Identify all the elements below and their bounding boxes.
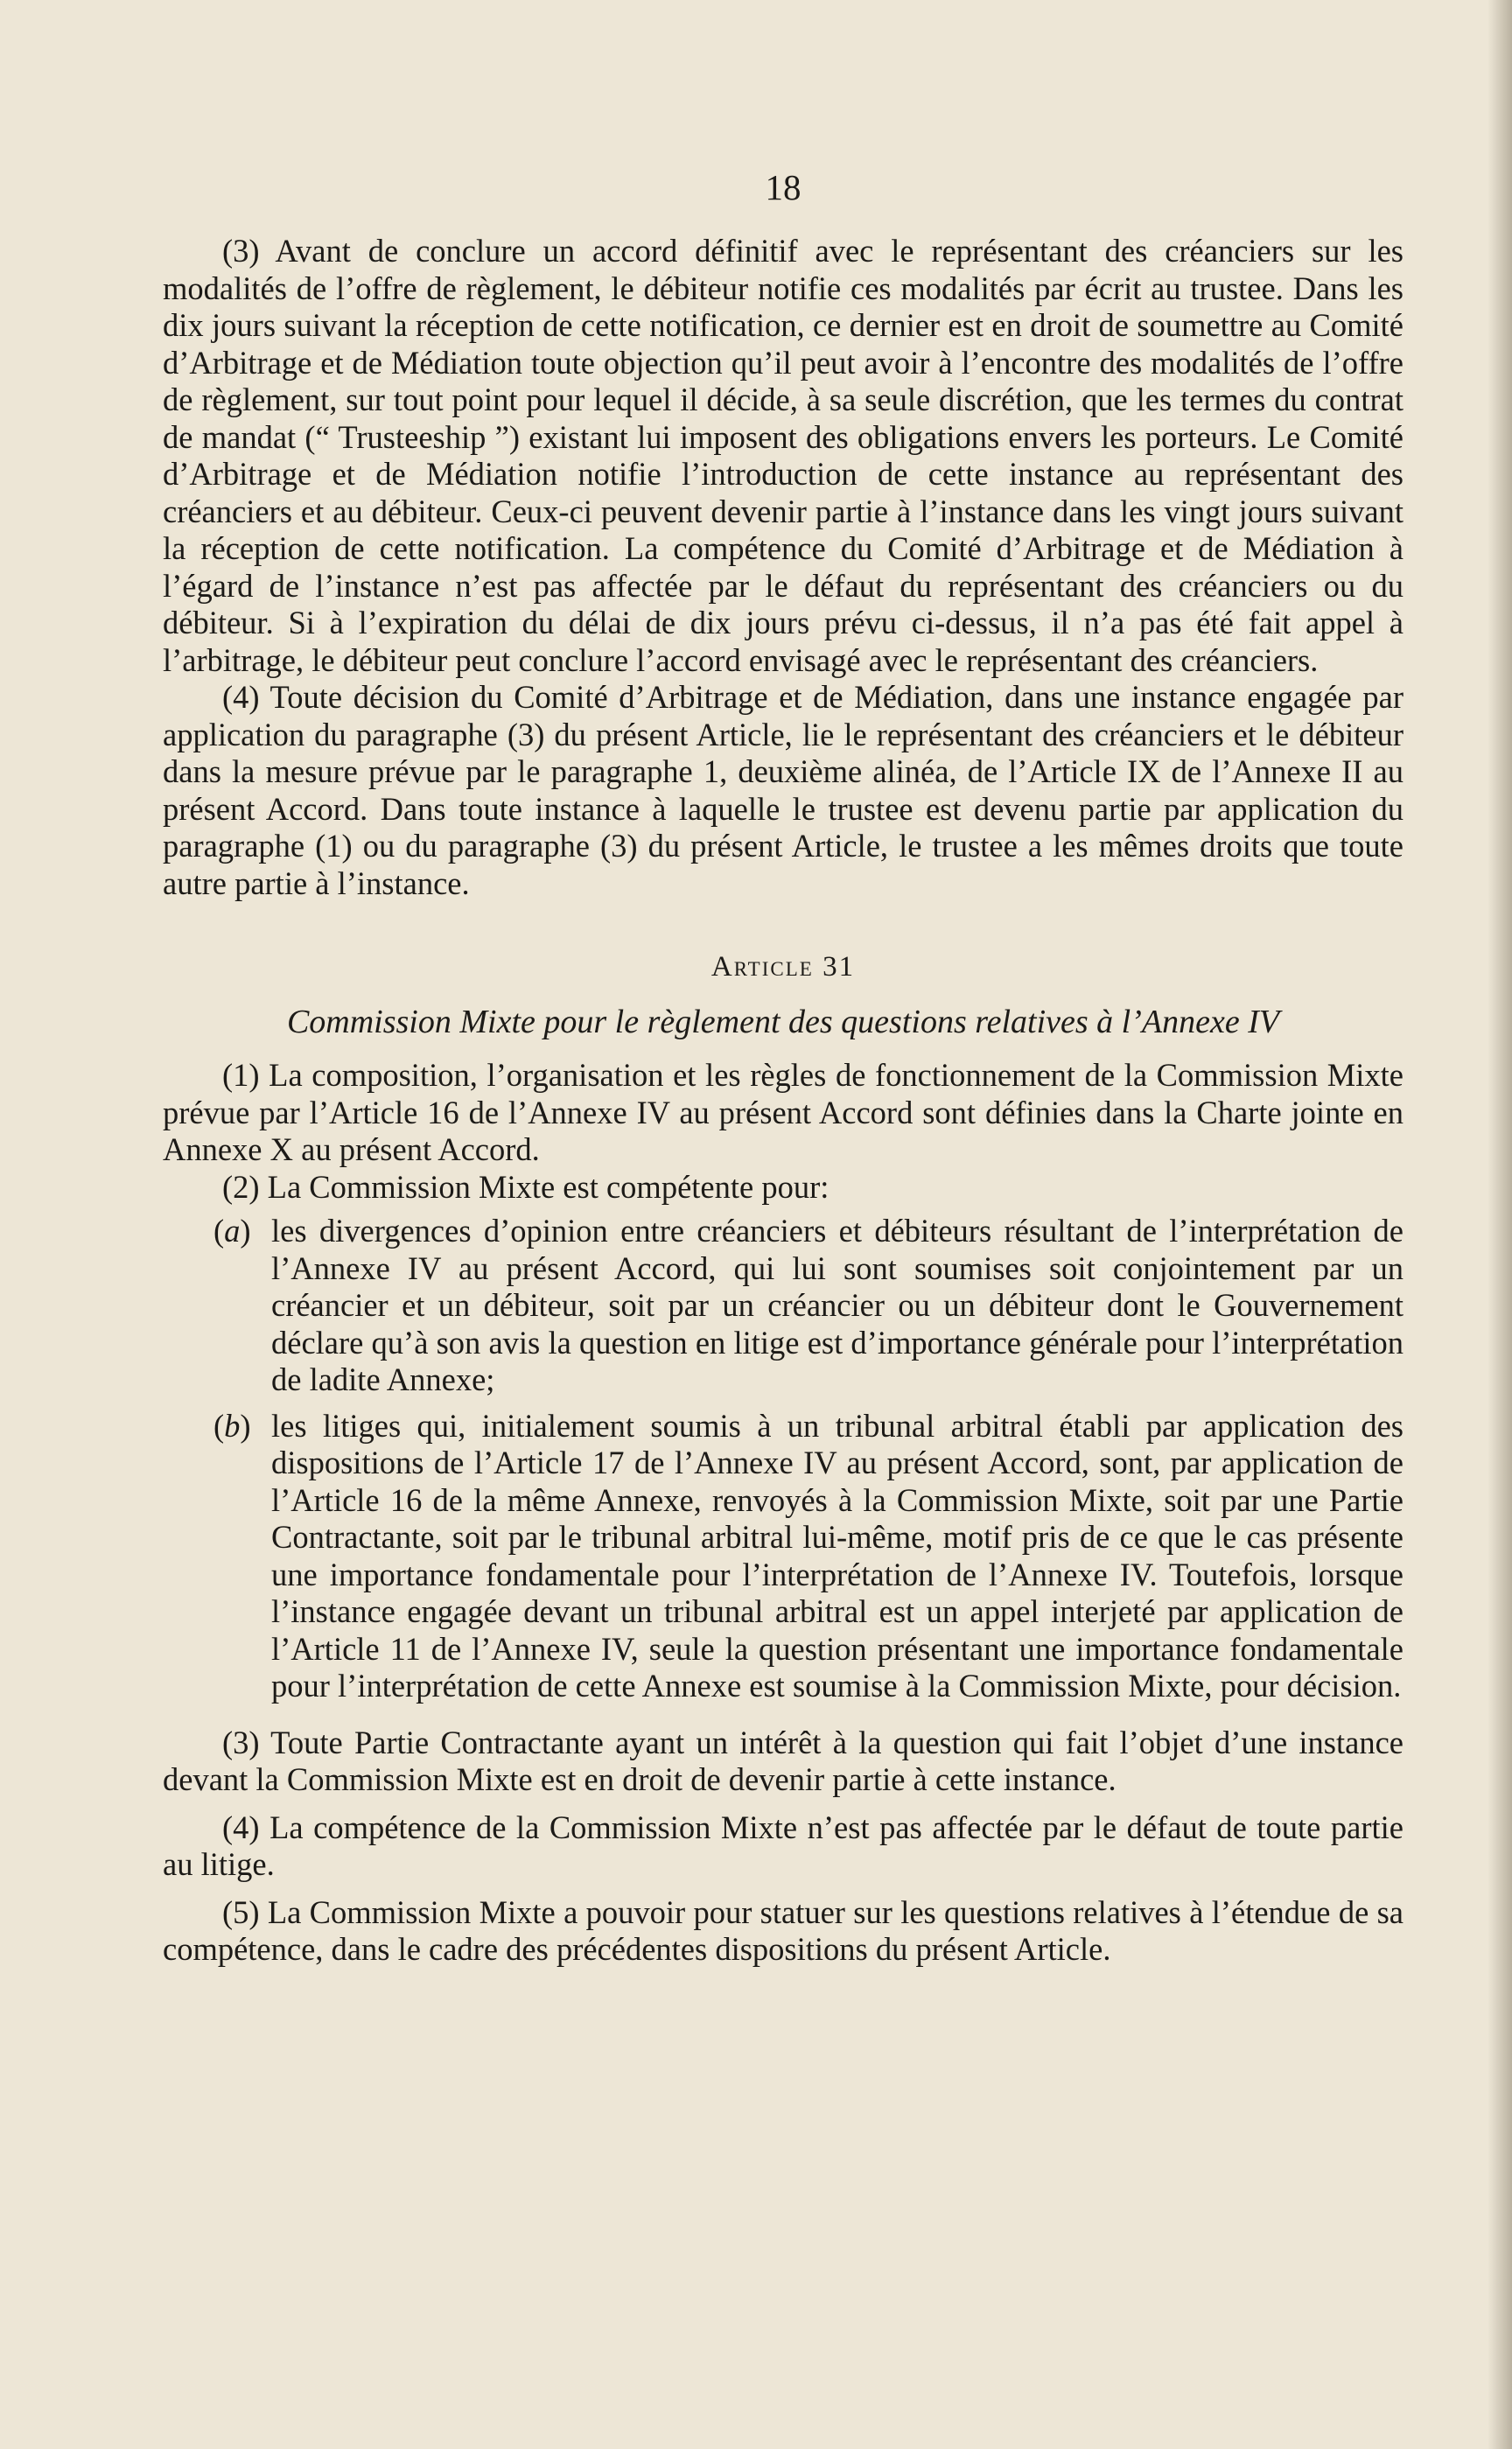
list-marker: (b) <box>214 1407 251 1444</box>
list-item-text: les litiges qui, initialement soumis à un tribunal arbitral établi par application des dispositions de l’Article 17 de l’Annexe IV au présent Accord, sont, par application de l’Article 16 de la même Annexe, renvoyés à la Commission Mixte, soit par une Partie Contractante, soit par le tribunal arbitral lui-même, motif pris de ce que le cas présente une importance fondamentale pour l’interprétation de l’Annexe IV. Toutefois, lorsque l’instance engagée devant un tribunal arbitral est un appel interjeté par application de l’Article 11 de l’Annexe IV, seule la question présentant une importance fondamentale pour l’interprétation de cette Annexe est soumise à la Commission Mixte, pour décision. <box>271 1407 1404 1704</box>
list-item-text: les divergences d’opinion entre créanciers et débiteurs résultant de l’interprétation de l’Annexe IV au présent Accord, qui lui sont soumises soit conjointement par un créancier et un débiteur, soit par un créancier ou un débiteur dont le Gouvernement déclare qu’à son avis la question en litige est d’importance générale pour l’interprétation de ladite Annexe; <box>271 1213 1404 1397</box>
page-binding-shadow <box>1488 0 1512 2449</box>
competence-list <box>163 1213 1404 1705</box>
list-item-b <box>163 1408 1404 1705</box>
list-item-a <box>163 1213 1404 1399</box>
paragraph-3-trustee-notification: (3) Avant de conclure un accord définitif avec le représentant des créanciers sur les modalités de l’offre de règlement, le débiteur notifie ces modalités par écrit au trustee. Dans les dix jours suivant la réception de cette notification, ce dernier est en droit de soumettre au Comité d’Arbitrage et de Médiation toute objection qu’il peut avoir à l’encontre des modalités de l’offre de règlement, sur tout point pour lequel il décide, à sa seule discrétion, que les termes du contrat de mandat (“ Trusteeship ”) existant lui imposent des obligations envers les porteurs. Le Comité d’Arbitrage et de Médiation notifie l’introduction de cette instance au représentant des créanciers et au débiteur. Ceux-ci peuvent devenir partie à l’instance dans les vingt jours suivant la réception de cette notification. La compétence du Comité d’Arbitrage et de Médiation à l’égard de l’instance n’est pas affectée par le défaut du représentant des créanciers ou du débiteur. Si à l’expiration du délai de dix jours prévu ci-dessus, il n’a pas été fait appel à l’arbitrage, le débiteur peut conclure l’accord envisagé avec le représentant des créanciers. <box>163 233 1404 678</box>
article-paragraph-2: (2) La Commission Mixte est compétente pour: <box>222 1168 830 1205</box>
article-paragraph-1: (1) La composition, l’organisation et les règles de fonctionnement de la Commission Mixte prévue par l’Article 16 de l’Annexe IV au présent Accord sont définies dans la Charte jointe en Annexe X au présent Accord. <box>163 1057 1404 1167</box>
article-subheading: Commission Mixte pour le règlement des questions relatives à l’Annexe IV <box>286 1004 1280 1040</box>
article-paragraph-4: (4) La compétence de la Commission Mixte n’est pas affectée par le défaut de toute partie au litige. <box>163 1809 1404 1882</box>
list-marker: (a) <box>214 1213 251 1249</box>
article-paragraph-5: (5) La Commission Mixte a pouvoir pour statuer sur les questions relatives à l’étendue de sa compétence, dans le cadre des précédentes dispositions du présent Article. <box>163 1893 1404 1967</box>
page-number: 18 <box>765 167 802 207</box>
paragraph-4-committee-decision: (4) Toute décision du Comité d’Arbitrage et de Médiation, dans une instance engagée par application du paragraphe (3) du présent Article, lie le représentant des créanciers et le débiteur dans la mesure prévue par le paragraphe 1, deuxième alinéa, de l’Article IX de l’Annexe II au présent Accord. Dans toute instance à laquelle le trustee est devenu partie par application du paragraphe (1) ou du paragraphe (3) du présent Article, le trustee a les mêmes droits que toute autre partie à l’instance. <box>163 679 1404 901</box>
document-page <box>163 166 1404 1969</box>
article-paragraph-3: (3) Toute Partie Contractante ayant un intérêt à la question qui fait l’objet d’une instance devant la Commission Mixte est en droit de devenir partie à cette instance. <box>163 1724 1404 1797</box>
article-heading: Article 31 <box>710 951 856 983</box>
